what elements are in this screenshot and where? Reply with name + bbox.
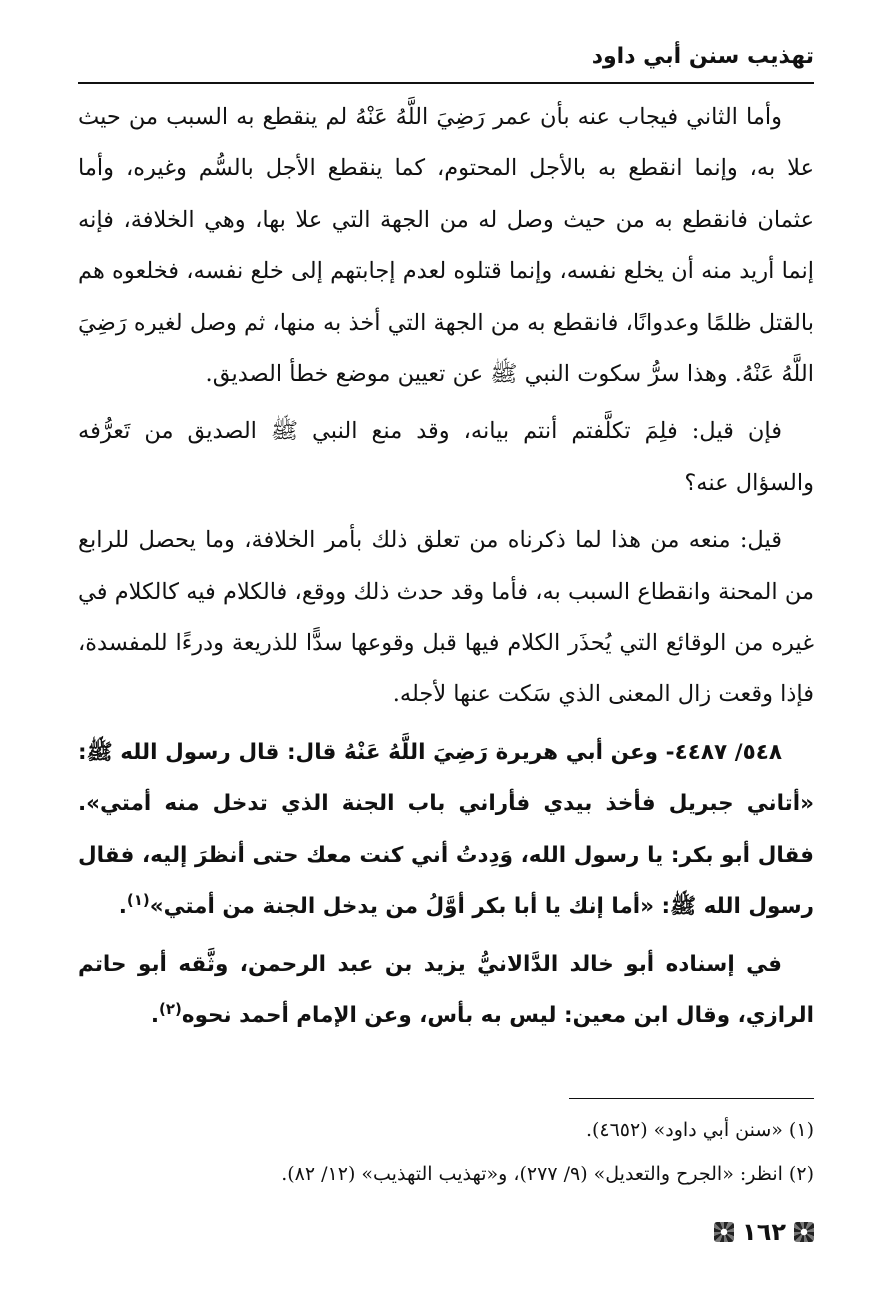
paragraph-1: وأما الثاني فيجاب عنه بأن عمر رَضِيَ اللَّهُ عَنْهُ لم ينقطع به السبب من حيث علا به، وإنما انقطع به بالأجل المحتوم، كما ينقطع الأجل بالسُّم وغيره، وأما عثمان فانقطع به من حيث وصل له من الجهة التي علا بها، وهي الخلافة، فإنه إنما أريد منه أن يخلع نفسه، وإنما قتلوه لعدم إجابتهم إلى خلع نفسه، فخلعوه هم بالقتل ظلمًا وعدوانًا، فانقطع به من الجهة التي أخذ به منها، ثم وصل لغيره رَضِيَ اللَّهُ عَنْهُ. وهذا سرُّ سكوت النبي ﷺ عن تعيين موضع خطأ الصديق.: [78, 104, 814, 388]
book-title: تهذيب سنن أبي داود: [591, 44, 814, 69]
running-header: [78, 42, 814, 84]
isnad-text: في إسناده أبو خالد الدَّالانيُّ يزيد بن عبد الرحمن، وثَّقه أبو حاتم الرازي، وقال ابن معين: ليس به بأس، وعن الإمام أحمد نحوه: [78, 951, 814, 1028]
page-number-block: [714, 1216, 814, 1248]
isnad-note-mark: (٢): [159, 999, 182, 1018]
paragraph-2: فإن قيل: فلِمَ تكلَّفتم أنتم بيانه، وقد منع النبي ﷺ الصديق من تَعرُّفه والسؤال عنه؟: [78, 418, 814, 496]
footnote-2: (٢) انظر: «الجرح والتعديل» (٩/ ٢٧٧)، و«تهذيب التهذيب» (١٢/ ٨٢).: [281, 1163, 814, 1185]
footnote-divider: [569, 1098, 814, 1099]
page-number: ١٦٢: [742, 1218, 786, 1246]
hadith-note-mark: (١): [126, 890, 150, 909]
hadith-end: .: [118, 894, 127, 920]
isnad-paragraph: [78, 939, 814, 1042]
hadith-paragraph: [78, 727, 814, 933]
main-text: [78, 92, 814, 1041]
isnad-end: .: [150, 1002, 160, 1028]
hadith-text: ٥٤٨/ ٤٤٨٧- وعن أبي هريرة رَضِيَ اللَّهُ عَنْهُ قال: قال رسول الله ﷺ: «أتاني جبريل فأخذ بيدي فأراني باب الجنة الذي تدخل منه أمتي». فقال أبو بكر: يا رسول الله، وَدِدتُ أني كنت معك حتى أنظرَ إليه، فقال رسول الله ﷺ: «أما إنك يا أبا بكر أوَّلُ من يدخل الجنة من أمتي»: [78, 739, 814, 920]
ornament-icon: [714, 1222, 734, 1242]
footnote-1: (١) «سنن أبي داود» (٤٦٥٢).: [585, 1119, 814, 1141]
ornament-icon: [794, 1222, 814, 1242]
footnotes: [78, 1108, 814, 1196]
paragraph-3: قيل: منعه من هذا لما ذكرناه من تعلق ذلك بأمر الخلافة، وما يحصل للرابع من المحنة وانقطاع السبب به، فأما وقد حدث ذلك ووقع، فالكلام فيه كالكلام في غيره من الوقائع التي يُحذَر الكلام فيها قبل وقوعها سدًّا للذريعة ودرءًا للمفسدة، فإذا وقعت زال المعنى الذي سَكت عنها لأجله.: [78, 527, 814, 708]
